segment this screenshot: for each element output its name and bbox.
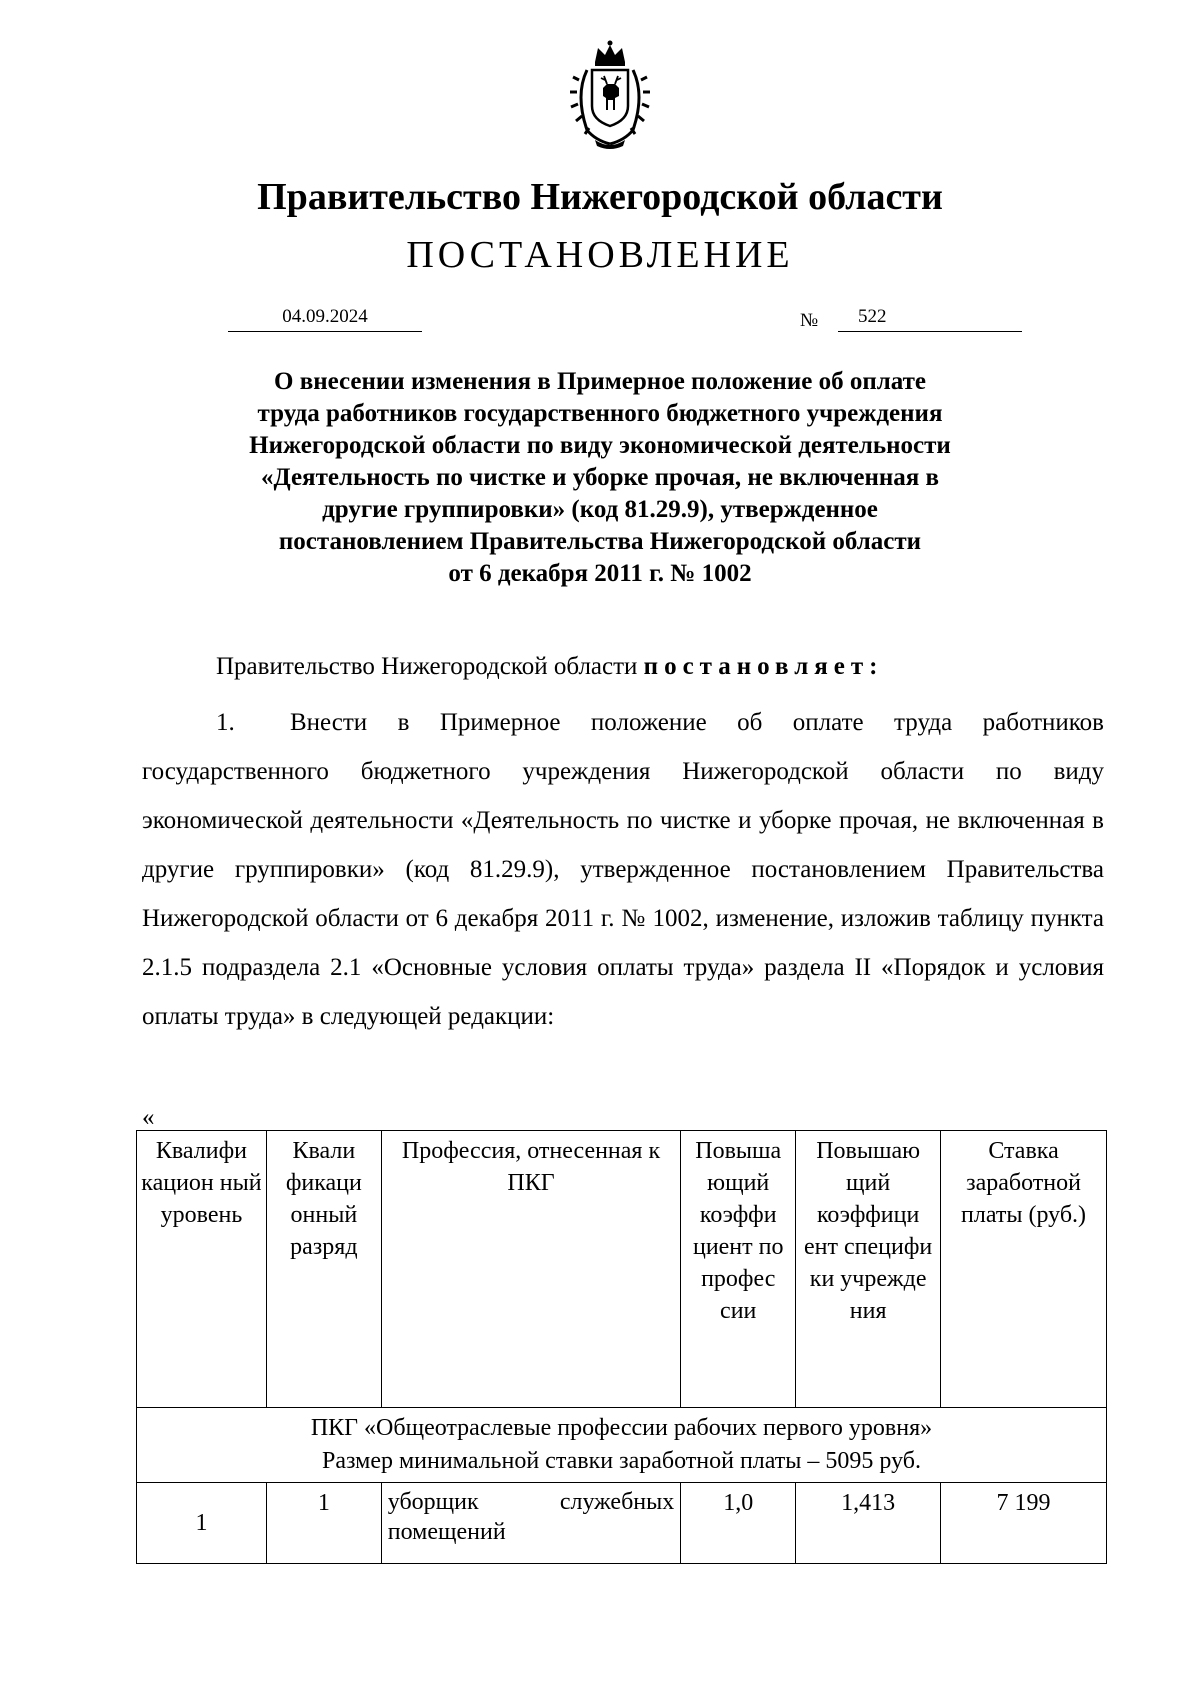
header-cell: Квали фикаци онный разряд [266, 1131, 381, 1408]
institution-coefficient-cell: 1,413 [796, 1483, 941, 1564]
salary-table [136, 1130, 1107, 1564]
resolution-item-1 [142, 698, 1104, 1041]
header-cell: Повыша ющий коэффи циент по профес сии [681, 1131, 796, 1408]
document-number: 522 [838, 306, 1022, 332]
table-header-row [137, 1131, 1107, 1408]
item-number: 1. [216, 709, 235, 736]
group-min-rate: Размер минимальной ставки заработной платы – 5095 руб. [321, 1448, 921, 1474]
qualification-grade-cell: 1 [266, 1483, 381, 1564]
subject-line: «Деятельность по чистке и уборке прочая, не включенная в [260, 464, 940, 491]
subject-line: другие группировки» (код 81.29.9), утвержденное [322, 496, 878, 523]
subject-line: постановлением Правительства Нижегородской области [278, 528, 922, 555]
resolution-intro [216, 651, 1104, 683]
table-group-row [137, 1408, 1107, 1483]
document-type: ПОСТАНОВЛЕНИЕ [406, 234, 794, 276]
header-cell: Профессия, отнесенная к ПКГ [381, 1131, 680, 1408]
profession-cell: уборщик служебных помещений [381, 1483, 680, 1564]
item-text: Внести в Примерное положение об оплате труда работников государственного бюджетного учреждения Нижегородской области по виду экономической деятельности «Деятельность по чистке и уборке прочая, не включенная в другие группировки» (код 81.29.9), утвержденное постановлением Правительства Нижегородской области от 6 декабря 2011 г. № 1002, изменение, изложив таблицу пункта 2.1.5 подраздела 2.1 «Основные условия оплаты труда» раздела II «Порядок и условия оплаты труда» в следующей редакции: [142, 709, 1104, 1030]
group-cell [137, 1408, 1107, 1483]
subject-line: О внесении изменения в Примерное положение об оплате [274, 368, 926, 395]
profession-coefficient-cell: 1,0 [681, 1483, 796, 1564]
salary-rate-cell: 7 199 [941, 1483, 1107, 1564]
table-row [137, 1483, 1107, 1564]
subject-line: труда работников государственного бюджетного учреждения [257, 400, 943, 427]
number-sign: № [800, 310, 819, 331]
subject-line: Нижегородской области по виду экономической деятельности [249, 432, 951, 459]
intro-prefix: Правительство Нижегородской области [216, 653, 644, 680]
document-subject [200, 366, 1000, 590]
subject-line: от 6 декабря 2011 г. № 1002 [448, 560, 752, 587]
header-cell: Квалифи кацион ный уровень [137, 1131, 267, 1408]
document-date: 04.09.2024 [228, 306, 422, 332]
header-cell: Повышаю щий коэффици ент специфи ки учрежде ния [796, 1131, 941, 1408]
intro-verb: постановляет: [643, 653, 884, 680]
group-title: ПКГ «Общеотраслевые профессии рабочих первого уровня» [310, 1415, 933, 1441]
organization-title: Правительство Нижегородской области [257, 176, 943, 218]
header-cell: Ставка заработной платы (руб.) [941, 1131, 1107, 1408]
open-quote: « [142, 1104, 155, 1131]
coat-of-arms-emblem [565, 40, 655, 152]
qualification-level-cell: 1 [137, 1483, 267, 1564]
